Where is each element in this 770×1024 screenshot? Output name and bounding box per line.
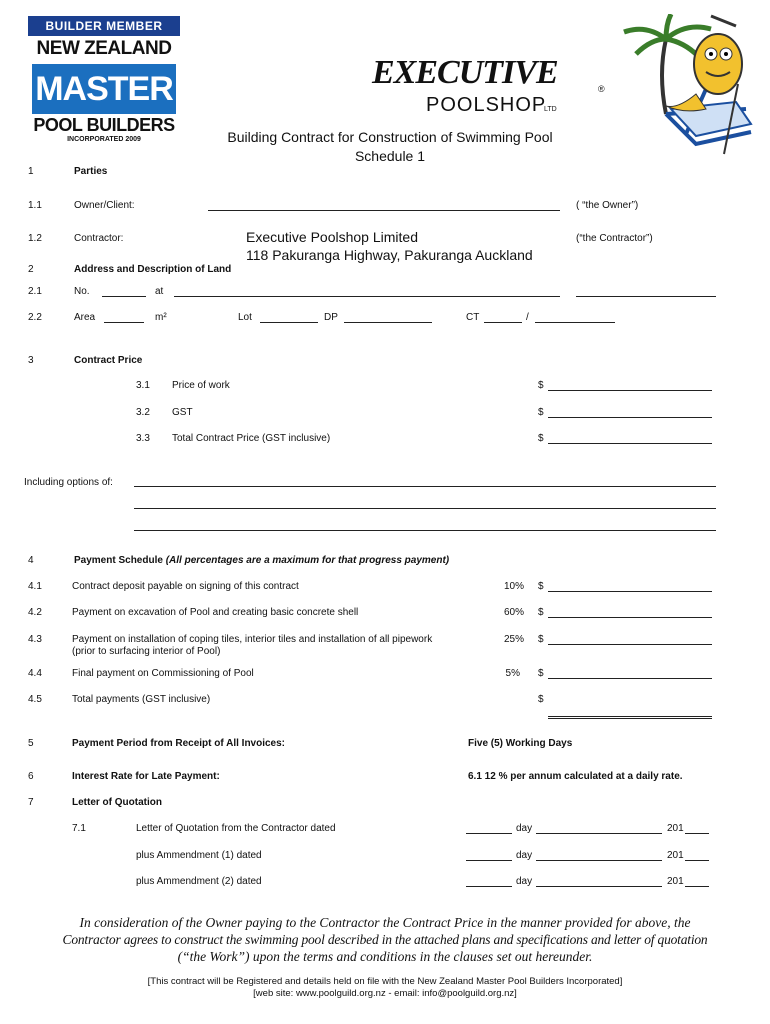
currency-symbol: $ (538, 634, 544, 645)
year-label: 201 (667, 876, 684, 887)
area-label: Area (74, 312, 96, 323)
currency-symbol: $ (538, 668, 544, 679)
currency-symbol: $ (538, 433, 544, 444)
payment-row-label-2: (prior to surfacing interior of Pool) (72, 646, 221, 657)
s6-number: 6 (28, 771, 34, 782)
owner-suffix: ( “the Owner”) (576, 200, 639, 211)
payment-row-percent: 25% (503, 634, 524, 645)
logo-poolshop: POOLSHOP (426, 94, 547, 116)
final-payment-amount-field[interactable] (548, 678, 712, 679)
master-pool-builders-badge (28, 16, 180, 143)
contractor-address: 118 Pakuranga Highway, Pakuranga Auckland (246, 247, 533, 263)
price-row-number: 3.2 (136, 407, 150, 418)
s3-heading: Contract Price (74, 355, 143, 366)
s2-number: 2 (28, 264, 34, 275)
currency-symbol: $ (538, 581, 544, 592)
price-of-work-field[interactable] (548, 390, 712, 391)
interest-rate-value: 6.1 12 % per annum calculated at a daily rate. (468, 771, 683, 782)
payment-row-number: 4.5 (28, 694, 42, 705)
dp-label: DP (324, 312, 338, 323)
dp-field[interactable] (344, 322, 432, 323)
registration-note (30, 976, 740, 1000)
price-row-number: 3.3 (136, 433, 150, 444)
day-label: day (516, 850, 533, 861)
payment-row-label: Payment on installation of coping tiles, interior tiles and installation of all pipework (72, 634, 433, 645)
badge-line-new-zealand: NEW ZEALAND (36, 38, 172, 59)
badge-top-label: BUILDER MEMBER (28, 16, 180, 36)
ct-field-2[interactable] (535, 322, 615, 323)
payment-row-label: Final payment on Commissioning of Pool (72, 668, 254, 679)
options-label: Including options of: (24, 477, 113, 488)
s1-2-number: 1.2 (28, 233, 42, 244)
contractor-suffix: (“the Contractor”) (576, 233, 653, 244)
quotation-row-label: Letter of Quotation from the Contractor dated (136, 823, 336, 834)
logo-wordmark: EXECUTIVE (372, 54, 558, 91)
currency-symbol: $ (538, 380, 544, 391)
price-row-label: Price of work (172, 380, 230, 391)
payment-row-percent: 10% (503, 581, 524, 592)
quotation-row-number: 7.1 (72, 823, 86, 834)
s6-heading: Interest Rate for Late Payment: (72, 771, 220, 782)
area-unit: m² (155, 312, 167, 323)
payment-row-percent: 60% (503, 607, 524, 618)
street-number-field[interactable] (102, 296, 146, 297)
registration-line-1: [This contract will be Registered and details held on file with the New Zealand Master Pool Builders Incorporated] (147, 976, 623, 987)
deposit-amount-field[interactable] (548, 591, 712, 592)
quotation-month-field[interactable] (536, 833, 662, 834)
price-row-label: Total Contract Price (GST inclusive) (172, 433, 331, 444)
currency-symbol: $ (538, 694, 544, 705)
s1-heading: Parties (74, 166, 108, 177)
payment-period-value: Five (5) Working Days (468, 738, 573, 749)
day-label: day (516, 823, 533, 834)
at-label: at (155, 286, 164, 297)
owner-label: Owner/Client: (74, 200, 135, 211)
owner-field[interactable] (208, 210, 560, 211)
registration-line-2: [web site: www.poolguild.org.nz - email: info@poolguild.org.nz] (253, 988, 517, 999)
amendment-1-month-field[interactable] (536, 860, 662, 861)
area-field[interactable] (104, 322, 144, 323)
no-label: No. (74, 286, 90, 297)
s2-1-number: 2.1 (28, 286, 42, 297)
consideration-line-3: (“the Work”) upon the terms and conditions in the clauses set out hereunder. (177, 949, 593, 964)
lot-field[interactable] (260, 322, 318, 323)
lot-label: Lot (238, 312, 252, 323)
consideration-clause (30, 914, 740, 965)
badge-line-master: MASTER (32, 64, 176, 114)
contractor-name: Executive Poolshop Limited (246, 229, 418, 245)
quotation-row-label: plus Ammendment (1) dated (136, 850, 262, 861)
day-label: day (516, 876, 533, 887)
s4-heading (74, 555, 449, 566)
street-address-field[interactable] (174, 296, 560, 297)
tiling-amount-field[interactable] (548, 644, 712, 645)
s2-heading: Address and Description of Land (74, 264, 232, 275)
ct-slash: / (526, 312, 529, 323)
year-label: 201 (667, 850, 684, 861)
s3-number: 3 (28, 355, 34, 366)
s1-1-number: 1.1 (28, 200, 42, 211)
document-title (210, 128, 570, 166)
s1-number: 1 (28, 166, 34, 177)
payment-row-number: 4.3 (28, 634, 42, 645)
payment-row-label: Payment on excavation of Pool and creating basic concrete shell (72, 607, 359, 618)
s4-number: 4 (28, 555, 34, 566)
consideration-line-2: Contractor agrees to construct the swimming pool described in the attached plans and specifications and letter of quotation (62, 932, 708, 947)
amendment-2-year-field[interactable] (685, 886, 709, 887)
contractor-label: Contractor: (74, 233, 124, 244)
amendment-1-year-field[interactable] (685, 860, 709, 861)
quotation-row-label: plus Ammendment (2) dated (136, 876, 262, 887)
currency-symbol: $ (538, 607, 544, 618)
amendment-2-month-field[interactable] (536, 886, 662, 887)
ct-label: CT (466, 312, 480, 323)
amendment-2-date-field[interactable] (466, 886, 512, 887)
currency-symbol: $ (538, 407, 544, 418)
excavation-amount-field[interactable] (548, 617, 712, 618)
price-row-label: GST (172, 407, 193, 418)
logo-ltd: LTD (544, 106, 557, 113)
suburb-field[interactable] (576, 296, 716, 297)
payment-row-number: 4.1 (28, 581, 42, 592)
quotation-year-field[interactable] (685, 833, 709, 834)
s7-heading: Letter of Quotation (72, 797, 162, 808)
s4-heading-note: (All percentages are a maximum for that progress payment) (165, 555, 450, 566)
year-label: 201 (667, 823, 684, 834)
badge-line-pool-builders: POOL BUILDERS (33, 115, 175, 135)
payment-row-label: Contract deposit payable on signing of this contract (72, 581, 299, 592)
price-row-number: 3.1 (136, 380, 150, 391)
quotation-date-field[interactable] (466, 833, 512, 834)
title-line-1: Building Contract for Construction of Swimming Pool (227, 129, 553, 145)
payment-row-percent: 5% (505, 668, 520, 679)
badge-line-incorporated: INCORPORATED 2009 (67, 136, 141, 143)
consideration-line-1: In consideration of the Owner paying to the Contractor the Contract Price in the manner provided for above, the (79, 915, 691, 930)
s4-heading-text: Payment Schedule (74, 555, 163, 566)
total-contract-price-field[interactable] (548, 443, 712, 444)
s5-number: 5 (28, 738, 34, 749)
gst-field[interactable] (548, 417, 712, 418)
s2-2-number: 2.2 (28, 312, 42, 323)
payment-row-label: Total payments (GST inclusive) (72, 694, 211, 705)
ct-field-1[interactable] (484, 322, 522, 323)
s7-number: 7 (28, 797, 34, 808)
options-field-1[interactable] (134, 486, 716, 487)
logo-reg-mark: ® (598, 84, 605, 94)
payment-row-number: 4.4 (28, 668, 42, 679)
amendment-1-date-field[interactable] (466, 860, 512, 861)
options-field-2[interactable] (134, 508, 716, 509)
title-line-2: Schedule 1 (354, 148, 426, 164)
payment-row-number: 4.2 (28, 607, 42, 618)
s5-heading: Payment Period from Receipt of All Invoices: (72, 738, 286, 749)
total-payments-field[interactable] (548, 716, 712, 719)
options-field-3[interactable] (134, 530, 716, 531)
